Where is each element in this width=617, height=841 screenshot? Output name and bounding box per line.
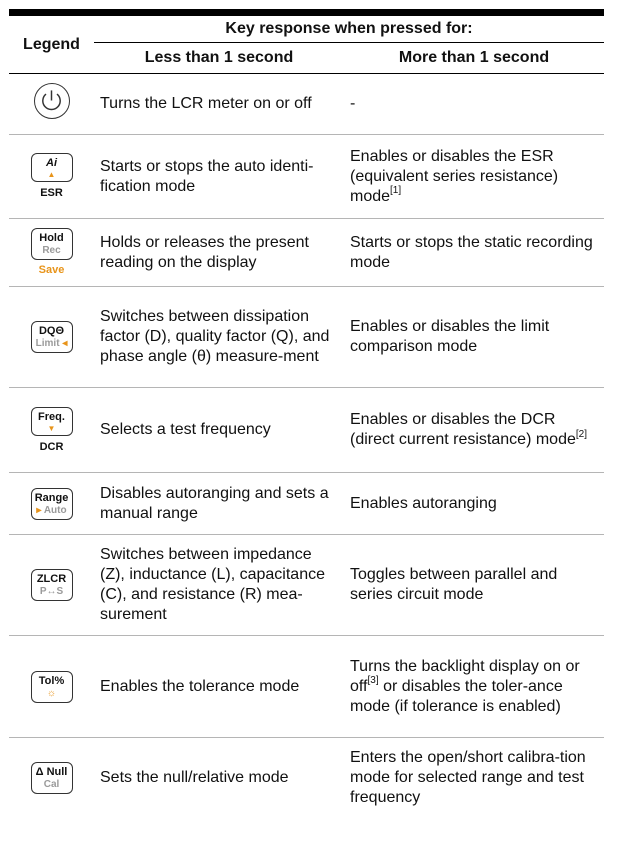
table-row (9, 738, 604, 819)
less-cell: Switches between impedance (Z), inductance (L), capacitance (C), and resistance (R) mea-surement (94, 535, 344, 636)
dq-theta-key-icon: DQΘ Limit ◂ (31, 321, 73, 353)
less-cell: Disables autoranging and sets a manual range (94, 473, 344, 535)
table-row (9, 287, 604, 388)
less-cell: Turns the LCR meter on or off (94, 74, 344, 135)
key-response-header: Key response when pressed for: (94, 16, 604, 43)
less-cell: Holds or releases the present reading on the display (94, 219, 344, 287)
tol-key-icon: Tol% ☼ (31, 671, 73, 703)
range-key-icon: Range ▸ Auto (31, 488, 73, 520)
ai-key-icon: Ai ▲ (31, 153, 73, 182)
zlcr-key-icon: ZLCR P↔S (31, 569, 73, 601)
table-row (9, 636, 604, 738)
legend-header: Legend (9, 16, 94, 74)
table-row (9, 535, 604, 636)
table-row (9, 135, 604, 219)
more-cell: Toggles between parallel and series circuit mode (344, 535, 604, 636)
more-than-header: More than 1 second (344, 43, 604, 74)
backlight-sun-icon: ☼ (46, 687, 57, 699)
key-alt-label: ESR (40, 187, 63, 199)
more-cell: Enters the open/short calibra-tion mode for selected range and test frequency (350, 749, 586, 807)
key-alt-label: Save (38, 264, 65, 276)
key-response-table (9, 16, 604, 819)
up-arrow-icon: ▲ (47, 170, 56, 179)
freq-key-icon: Freq. ▼ (31, 407, 73, 436)
right-arrow-icon: ▸ (36, 504, 42, 516)
table-row (9, 388, 604, 473)
less-cell: Enables the tolerance mode (94, 636, 344, 738)
more-cell: Enables or disables the ESR (equivalent series resistance) mode[1] (344, 135, 604, 219)
key-alt-label: DCR (39, 440, 64, 453)
more-cell: Starts or stops the static recording mode (344, 219, 604, 287)
down-arrow-icon: ▼ (47, 423, 56, 433)
less-cell: Switches between dissipation factor (D), quality factor (Q), and phase angle (θ) measure-ment (94, 287, 344, 388)
less-cell: Selects a test frequency (94, 388, 344, 473)
less-cell: Starts or stops the auto identi-fication mode (94, 135, 344, 219)
more-cell: Enables or disables the DCR (direct current resistance) mode[2] (344, 388, 604, 473)
more-cell: Turns the backlight display on or off[3] or disables the toler-ance mode (if tolerance is enabled) (344, 636, 604, 738)
left-arrow-icon: ◂ (62, 338, 68, 349)
table-row (9, 473, 604, 535)
less-cell: Sets the null/relative mode (100, 769, 289, 787)
table-row (9, 219, 604, 287)
more-cell: Enables or disables the limit comparison mode (344, 287, 604, 388)
less-than-header: Less than 1 second (94, 43, 344, 74)
null-key-icon: Δ Null Cal (31, 762, 73, 794)
top-rule (9, 9, 604, 16)
power-key-icon (34, 83, 70, 119)
hold-key-icon: Hold Rec (31, 228, 73, 260)
more-cell: Enables autoranging (344, 473, 604, 535)
more-cell: - (344, 74, 604, 135)
table-row (9, 74, 604, 135)
